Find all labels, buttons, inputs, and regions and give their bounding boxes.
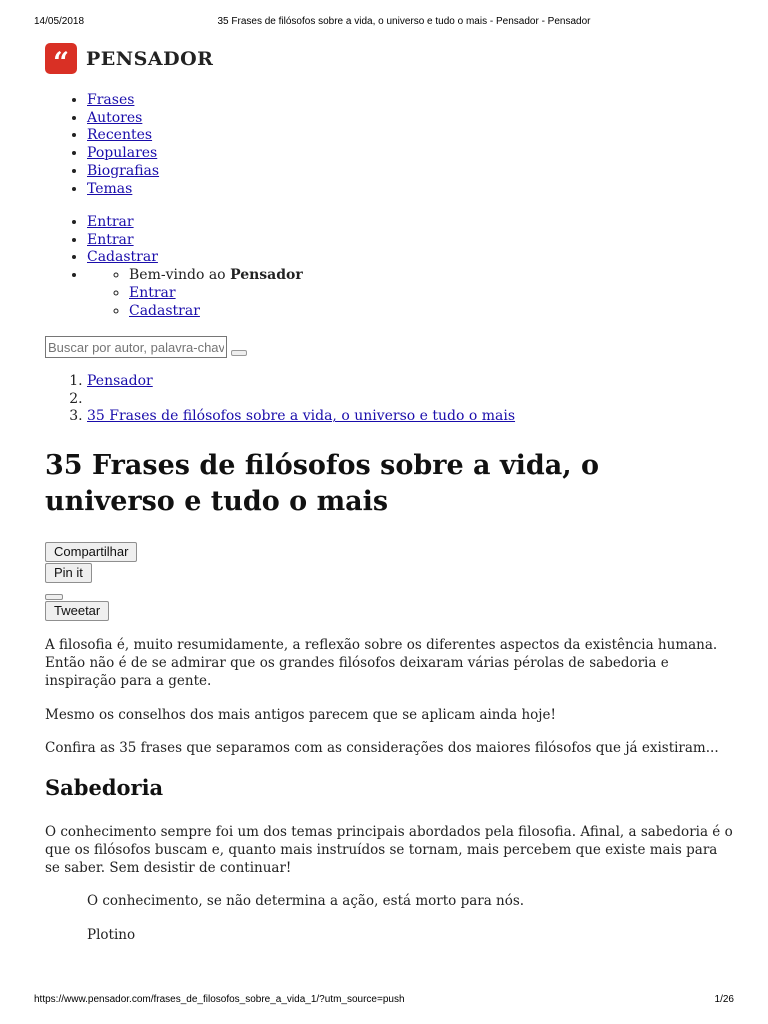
tweet-button[interactable]: Tweetar: [45, 601, 109, 621]
empty-share-button[interactable]: [45, 594, 63, 600]
nav-item-frases: [87, 92, 159, 110]
section-paragraph: O conhecimento sempre foi um dos temas principais abordados pela filosofia. Afinal, a sabedoria é o que os filósofos buscam e, quanto mais instruídos se tornam, mais percebem que existe mais para se saber. Sem desistir de continuar!: [45, 824, 733, 876]
breadcrumb: [87, 373, 515, 426]
breadcrumb-link-home[interactable]: Pensador: [87, 373, 153, 389]
print-url: https://www.pensador.com/frases_de_filosofos_sobre_a_vida_1/?utm_source=push: [34, 994, 405, 1005]
search-input[interactable]: [45, 336, 227, 358]
page-title: 35 Frases de filósofos sobre a vida, o universo e tudo o mais: [45, 450, 600, 517]
signup-link[interactable]: Cadastrar: [87, 249, 158, 266]
account-item-login-2: [87, 232, 303, 250]
welcome-prefix: Bem-vindo ao: [129, 267, 231, 284]
print-date: 14/05/2018: [34, 16, 85, 27]
account-nav: [87, 214, 303, 320]
print-footer: [34, 994, 734, 1008]
quote-text: O conhecimento, se não determina a ação, está morto para nós.: [87, 893, 525, 909]
search-button[interactable]: [231, 350, 247, 356]
account-item-menu: [87, 267, 303, 320]
submenu-signup-link[interactable]: Cadastrar: [129, 302, 200, 319]
login-link[interactable]: Entrar: [87, 214, 134, 230]
breadcrumb-item-empty: [87, 391, 515, 409]
print-header: [34, 16, 734, 30]
nav-link-recentes[interactable]: Recentes: [87, 127, 153, 144]
quote-author: Plotino: [87, 927, 136, 943]
nav-item-populares: [87, 145, 159, 163]
page-number: 1/26: [714, 994, 734, 1005]
search-form: [45, 336, 247, 358]
intro-paragraph-2: Mesmo os conselhos dos mais antigos parecem que se aplicam ainda hoje!: [45, 707, 556, 723]
nav-link-biografias[interactable]: Biografias: [87, 162, 160, 179]
login-link-2[interactable]: Entrar: [87, 231, 134, 248]
nav-link-temas[interactable]: Temas: [87, 180, 133, 197]
account-item-login: [87, 214, 303, 232]
submenu-login-link[interactable]: Entrar: [129, 284, 176, 301]
nav-item-temas: [87, 181, 159, 199]
nav-item-biografias: [87, 163, 159, 181]
nav-link-frases[interactable]: Frases: [87, 92, 135, 108]
intro-paragraph-1: A filosofia é, muito resumidamente, a reflexão sobre os diferentes aspectos da existência humana. Então não é de se admirar que os grandes filósofos deixaram várias pérolas de sabedoria e inspiração para a gente.: [45, 637, 718, 689]
intro-paragraph-3: Confira as 35 frases que separamos com as considerações dos maiores filósofos que já existiram...: [45, 740, 719, 756]
breadcrumb-item-current: [87, 408, 515, 426]
submenu-item-login: [129, 285, 303, 303]
welcome-brand: Pensador: [230, 267, 303, 284]
submenu-item-signup: [129, 303, 303, 321]
main-nav: [87, 92, 159, 198]
nav-link-autores[interactable]: Autores: [87, 109, 143, 126]
account-item-signup: [87, 249, 303, 267]
print-title: 35 Frases de filósofos sobre a vida, o universo e tudo o mais - Pensador - Pensador: [217, 16, 591, 27]
section-title-sabedoria: Sabedoria: [45, 775, 164, 800]
quote-logo-icon: “: [45, 43, 77, 74]
share-button[interactable]: Compartilhar: [45, 542, 137, 562]
site-logo[interactable]: [45, 43, 213, 74]
pin-it-button[interactable]: Pin it: [45, 563, 92, 583]
breadcrumb-item-home: [87, 373, 515, 391]
welcome-message: [129, 267, 303, 285]
nav-item-recentes: [87, 127, 159, 145]
nav-link-populares[interactable]: Populares: [87, 145, 158, 162]
nav-item-autores: [87, 110, 159, 128]
account-submenu: [87, 267, 303, 320]
logo-text: PENSADOR: [86, 47, 214, 70]
breadcrumb-link-current[interactable]: 35 Frases de filósofos sobre a vida, o universo e tudo o mais: [87, 408, 516, 425]
